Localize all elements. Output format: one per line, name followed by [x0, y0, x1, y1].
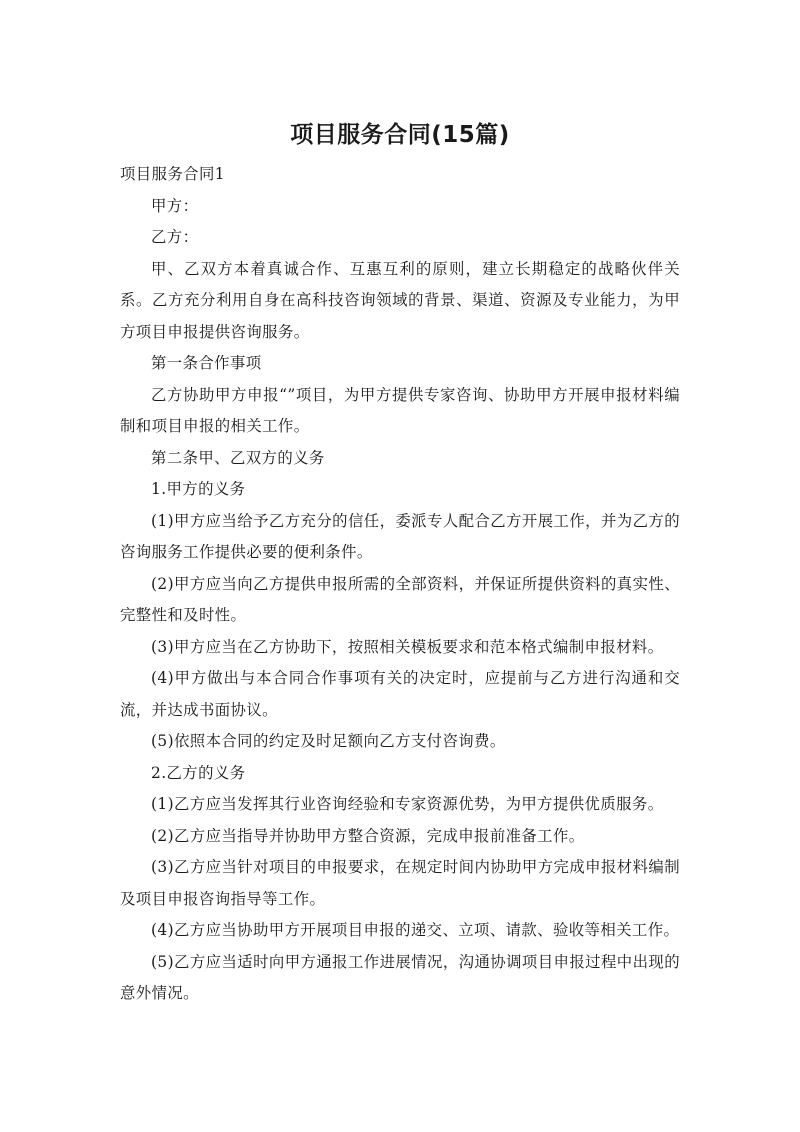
subsection-heading: 2.乙方的义务 — [151, 763, 246, 782]
list-item: (1)甲方应当给予乙方充分的信任，委派专人配合乙方开展工作，并为乙方的咨询服务工作提供必要的便利条件。 — [120, 511, 680, 561]
list-item: (4)甲方做出与本合同合作事项有关的决定时，应提前与乙方进行沟通和交流，并达成书面协议。 — [120, 669, 680, 719]
list-item: (3)乙方应当针对项目的申报要求，在规定时间内协助甲方完成申报材料编制及项目申报咨询指导等工作。 — [120, 858, 680, 908]
list-item: (3)甲方应当在乙方协助下，按照相关模板要求和范本格式编制申报材料。 — [151, 637, 664, 656]
list-item: (4)乙方应当协助甲方开展项目申报的递交、立项、请款、验收等相关工作。 — [151, 921, 680, 939]
article-heading: 第一条合作事项 — [151, 354, 262, 372]
article-heading: 第二条甲、乙双方的义务 — [151, 448, 325, 467]
body-paragraph: 甲、乙双方本着真诚合作、互惠互利的原则，建立长期稳定的战略伙伴关系。乙方充分利用自身在高科技咨询领域的背景、渠道、资源及专业能力，为甲方项目申报提供咨询服务。 — [120, 259, 680, 341]
party-b-line: 乙方： — [151, 228, 199, 246]
list-item: (1)乙方应当发挥其行业咨询经验和专家资源优势，为甲方提供优质服务。 — [151, 795, 664, 813]
document-body — [120, 159, 680, 1010]
section-heading: 项目服务合同1 — [120, 165, 225, 183]
body-paragraph: 乙方协助甲方申报“”项目，为甲方提供专家咨询、协助甲方开展申报材料编制和项目申报的相关工作。 — [120, 385, 680, 435]
list-item: (2)甲方应当向乙方提供申报所需的全部资料，并保证所提供资料的真实性、完整性和及时性。 — [120, 574, 680, 624]
list-item: (5)乙方应当适时向甲方通报工作进展情况，沟通协调项目申报过程中出现的意外情况。 — [120, 952, 680, 1002]
list-item: (2)乙方应当指导并协助甲方整合资源，完成申报前准备工作。 — [151, 826, 585, 845]
list-item: (5)依照本合同的约定及时足额向乙方支付咨询费。 — [151, 732, 506, 750]
party-a-line: 甲方： — [151, 196, 199, 215]
document-title: 项目服务合同(15篇) — [290, 122, 510, 148]
subsection-heading: 1.甲方的义务 — [151, 480, 246, 498]
